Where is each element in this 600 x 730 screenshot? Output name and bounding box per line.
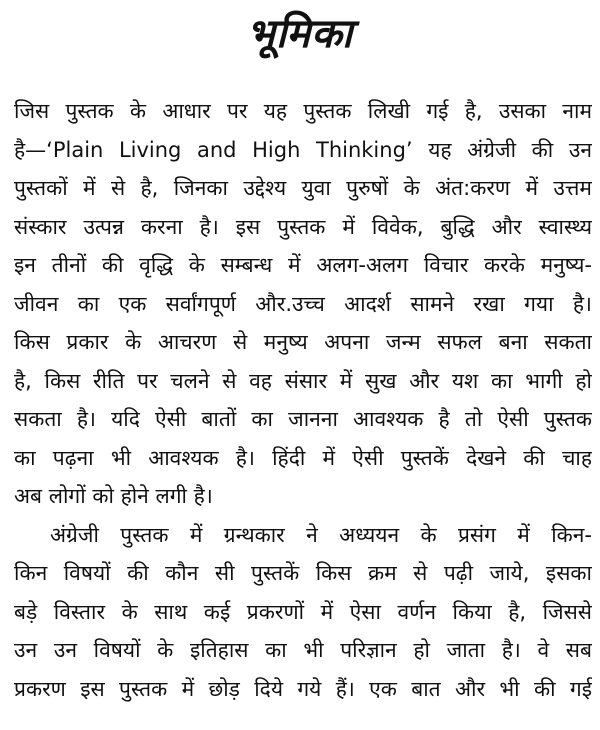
text-line: अंग्रेजी पुस्तक में ग्रन्थकार ने अध्ययन के प्रसंग में किन- (50, 522, 592, 547)
paragraph-2 (14, 516, 592, 709)
text-line: सकता है। यदि ऐसी बातों का जानना आवश्यक है तो ऐसी पुस्तक (14, 407, 592, 431)
text-line: है—‘Plain Living and High Thinking’ यह अंग्रेजी की उन (14, 137, 592, 162)
text-line: का पढ़ना भी आवश्यक है। हिंदी में ऐसी पुस्तकें देखने की चाह (14, 445, 592, 470)
paragraph-1 (14, 92, 592, 516)
text-line: इन तीनों की वृद्धि के सम्बन्ध में अलग-अलग विचार करके मनुष्य- (14, 253, 592, 277)
text-line: जीवन का एक सर्वांगपूर्ण और.उच्च आदर्श सामने रखा गया है। (14, 291, 592, 316)
text-line: पुस्तकों में से है, जिनका उद्देश्य युवा पुरुषों के अंत:करण में उत्तम (14, 176, 592, 200)
page-title: भूमिका (246, 11, 354, 57)
text-line: किन विषयों की कौन सी पुस्तकें किस क्रम से पढ़ी जाये, इसका (14, 561, 592, 585)
body-text (14, 92, 592, 708)
text-line: अब लोगों को होने लगी है। (14, 484, 213, 508)
text-line: उन उन विषयों के इतिहास का भी परिज्ञान हो जाता है। वे सब (14, 638, 592, 662)
text-line: बड़े विस्तार के साथ कई प्रकरणों में ऐसा वर्णन किया है, जिससे (14, 599, 592, 624)
text-line: है, किस रीति पर चलने से वह संसार में सुख और यश का भागी हो (14, 368, 592, 393)
text-line: जिस पुस्तक के आधार पर यह पुस्तक लिखी गई है, उसका नाम (14, 99, 592, 123)
text-line: संस्कार उत्पन्न करना है। इस पुस्तक में विवेक, बुद्धि और स्वास्थ्य (14, 214, 592, 239)
text-line: किस प्रकार के आचरण से मनुष्य अपना जन्म सफल बना सकता (14, 330, 592, 354)
text-line: प्रकरण इस पुस्तक में छोड़ दिये गये हैं। एक बात और भी की गई (14, 676, 592, 701)
